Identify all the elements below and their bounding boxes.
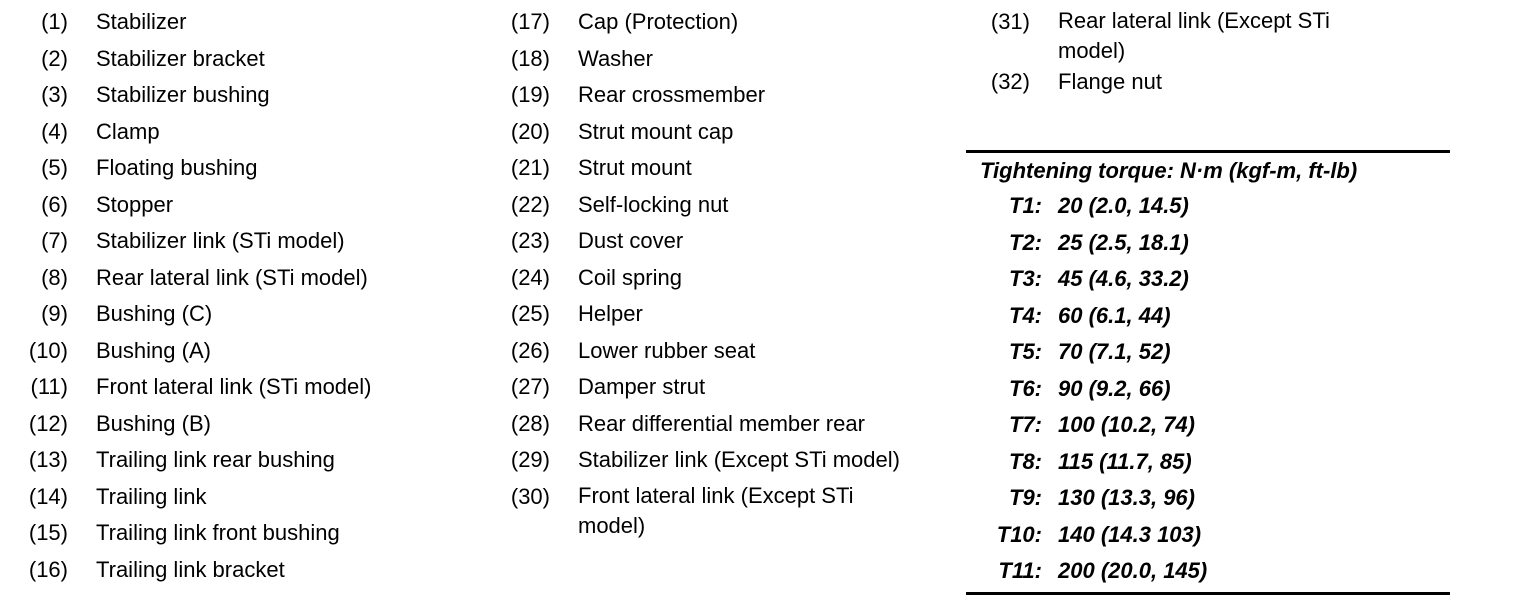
part-item-28 bbox=[490, 408, 960, 445]
part-number: (8) bbox=[41, 264, 68, 290]
torque-value: 25 (2.5, 18.1) bbox=[1058, 229, 1189, 255]
part-number: (23) bbox=[510, 228, 550, 253]
part-number: (19) bbox=[510, 82, 550, 107]
torque-value: 130 (13.3, 96) bbox=[1058, 485, 1195, 510]
torque-row-t7 bbox=[966, 407, 1450, 444]
part-name: Stabilizer bbox=[96, 9, 187, 34]
part-number: (24) bbox=[510, 264, 550, 290]
part-item-23 bbox=[490, 225, 960, 262]
part-item-27 bbox=[490, 371, 960, 408]
torque-value: 60 (6.1, 44) bbox=[1058, 302, 1171, 328]
part-number: (11) bbox=[30, 374, 68, 399]
torque-row-t3 bbox=[966, 261, 1450, 298]
part-number: (1) bbox=[41, 9, 68, 34]
part-name: Floating bushing bbox=[96, 155, 258, 180]
part-name: Bushing (A) bbox=[96, 337, 211, 363]
tightening-torque-table bbox=[966, 150, 1450, 595]
part-name: Trailing link front bushing bbox=[96, 520, 340, 545]
torque-row-t6 bbox=[966, 371, 1450, 408]
torque-value: 45 (4.6, 33.2) bbox=[1058, 266, 1189, 291]
part-name: Strut mount bbox=[578, 155, 692, 180]
torque-value: 70 (7.1, 52) bbox=[1058, 339, 1171, 364]
part-item-32 bbox=[970, 66, 1510, 103]
part-number: (10) bbox=[28, 337, 68, 363]
part-name: Rear differential member rear bbox=[578, 410, 865, 436]
part-name: Self-locking nut bbox=[578, 191, 729, 217]
torque-value: 115 (11.7, 85) bbox=[1058, 448, 1192, 474]
part-name: Helper bbox=[578, 301, 643, 326]
part-item-18 bbox=[490, 43, 960, 80]
part-number: (32) bbox=[990, 69, 1030, 94]
part-item-12 bbox=[0, 408, 470, 445]
part-number: (14) bbox=[28, 483, 68, 509]
part-name: Damper strut bbox=[578, 374, 706, 399]
part-number: (4) bbox=[41, 118, 68, 144]
part-name: Front lateral link (STi model) bbox=[96, 374, 372, 399]
part-item-1 bbox=[0, 6, 470, 43]
part-number: (18) bbox=[510, 45, 550, 71]
part-name: Stabilizer bushing bbox=[96, 82, 270, 107]
part-item-16 bbox=[0, 554, 470, 591]
part-number: (29) bbox=[510, 447, 550, 472]
torque-id: T5: bbox=[1009, 339, 1042, 364]
part-item-26 bbox=[490, 335, 960, 372]
part-number: (31) bbox=[990, 9, 1030, 34]
part-name: Flange nut bbox=[1058, 69, 1162, 94]
part-name: Bushing (C) bbox=[96, 301, 213, 326]
part-number: (2) bbox=[41, 45, 68, 71]
torque-value: 20 (2.0, 14.5) bbox=[1058, 193, 1189, 218]
part-item-24 bbox=[490, 262, 960, 299]
part-name: Coil spring bbox=[578, 264, 682, 290]
part-number: (27) bbox=[510, 374, 550, 399]
parts-list-column-2 bbox=[490, 6, 960, 541]
part-item-4 bbox=[0, 116, 470, 153]
torque-id: T7: bbox=[1009, 412, 1042, 437]
part-name: Rear lateral link (Except STi model) bbox=[1058, 8, 1330, 63]
part-item-20 bbox=[490, 116, 960, 153]
part-item-14 bbox=[0, 481, 470, 518]
part-number: (3) bbox=[41, 82, 68, 107]
part-name: Trailing link bracket bbox=[96, 556, 285, 582]
part-name: Dust cover bbox=[578, 228, 684, 253]
part-number: (9) bbox=[41, 301, 68, 326]
part-number: (5) bbox=[41, 155, 68, 180]
part-number: (28) bbox=[510, 410, 550, 436]
torque-value: 140 (14.3 103) bbox=[1058, 521, 1202, 547]
part-item-9 bbox=[0, 298, 470, 335]
part-item-30 bbox=[490, 481, 960, 541]
torque-id: T4: bbox=[1009, 302, 1042, 328]
part-item-19 bbox=[490, 79, 960, 116]
torque-row-t1 bbox=[966, 188, 1450, 225]
part-number: (6) bbox=[41, 191, 68, 217]
torque-table-title: Tightening torque: N·m (kgf-m, ft-lb) bbox=[980, 158, 1358, 183]
part-item-31 bbox=[970, 6, 1510, 66]
torque-id: T11: bbox=[998, 558, 1042, 583]
part-name: Rear crossmember bbox=[578, 82, 766, 107]
part-name: Lower rubber seat bbox=[578, 337, 756, 363]
part-number: (20) bbox=[510, 118, 550, 144]
part-item-5 bbox=[0, 152, 470, 189]
part-number: (7) bbox=[41, 228, 68, 253]
part-name: Stabilizer link (STi model) bbox=[96, 228, 345, 253]
part-number: (25) bbox=[510, 301, 550, 326]
part-number: (26) bbox=[510, 337, 550, 363]
torque-row-t11 bbox=[966, 553, 1450, 590]
part-item-11 bbox=[0, 371, 470, 408]
torque-id: T10: bbox=[996, 521, 1042, 547]
part-number: (12) bbox=[28, 410, 68, 436]
part-name: Clamp bbox=[96, 118, 160, 144]
torque-id: T9: bbox=[1009, 485, 1042, 510]
torque-row-t5 bbox=[966, 334, 1450, 371]
part-number: (17) bbox=[510, 9, 550, 34]
torque-id: T1: bbox=[1009, 193, 1042, 218]
part-name: Stabilizer link (Except STi model) bbox=[578, 447, 900, 472]
part-item-22 bbox=[490, 189, 960, 226]
torque-id: T2: bbox=[1009, 229, 1042, 255]
part-item-13 bbox=[0, 444, 470, 481]
part-name: Stabilizer bracket bbox=[96, 45, 265, 71]
part-item-21 bbox=[490, 152, 960, 189]
part-item-15 bbox=[0, 517, 470, 554]
part-name: Trailing link bbox=[96, 483, 207, 509]
part-name: Bushing (B) bbox=[96, 410, 211, 436]
part-number: (21) bbox=[510, 155, 550, 180]
part-name: Rear lateral link (STi model) bbox=[96, 264, 368, 290]
torque-id: T8: bbox=[1009, 448, 1042, 474]
part-name: Front lateral link (Except STi model) bbox=[578, 482, 854, 538]
torque-id: T3: bbox=[1009, 266, 1042, 291]
part-name: Cap (Protection) bbox=[578, 9, 739, 34]
part-item-17 bbox=[490, 6, 960, 43]
torque-id: T6: bbox=[1009, 375, 1042, 401]
part-name: Stopper bbox=[96, 191, 174, 217]
part-number: (13) bbox=[28, 447, 68, 472]
part-name: Strut mount cap bbox=[578, 118, 734, 144]
part-item-25 bbox=[490, 298, 960, 335]
torque-row-t4 bbox=[966, 298, 1450, 335]
part-name: Trailing link rear bushing bbox=[96, 447, 335, 472]
torque-row-t10 bbox=[966, 517, 1450, 554]
torque-row-t2 bbox=[966, 225, 1450, 262]
part-item-29 bbox=[490, 444, 960, 481]
torque-value: 100 (10.2, 74) bbox=[1058, 412, 1195, 437]
part-item-3 bbox=[0, 79, 470, 116]
torque-row-t9 bbox=[966, 480, 1450, 517]
parts-list-column-1 bbox=[0, 6, 470, 590]
part-number: (15) bbox=[28, 520, 68, 545]
part-item-8 bbox=[0, 262, 470, 299]
parts-list-column-3 bbox=[970, 6, 1510, 103]
torque-value: 200 (20.0, 145) bbox=[1058, 558, 1208, 583]
part-item-2 bbox=[0, 43, 470, 80]
part-item-6 bbox=[0, 189, 470, 226]
part-number: (22) bbox=[510, 191, 550, 217]
part-number: (30) bbox=[510, 483, 550, 509]
part-item-10 bbox=[0, 335, 470, 372]
part-name: Washer bbox=[578, 45, 653, 71]
torque-value: 90 (9.2, 66) bbox=[1058, 375, 1171, 401]
torque-row-t8 bbox=[966, 444, 1450, 481]
part-item-7 bbox=[0, 225, 470, 262]
part-number: (16) bbox=[28, 556, 68, 582]
